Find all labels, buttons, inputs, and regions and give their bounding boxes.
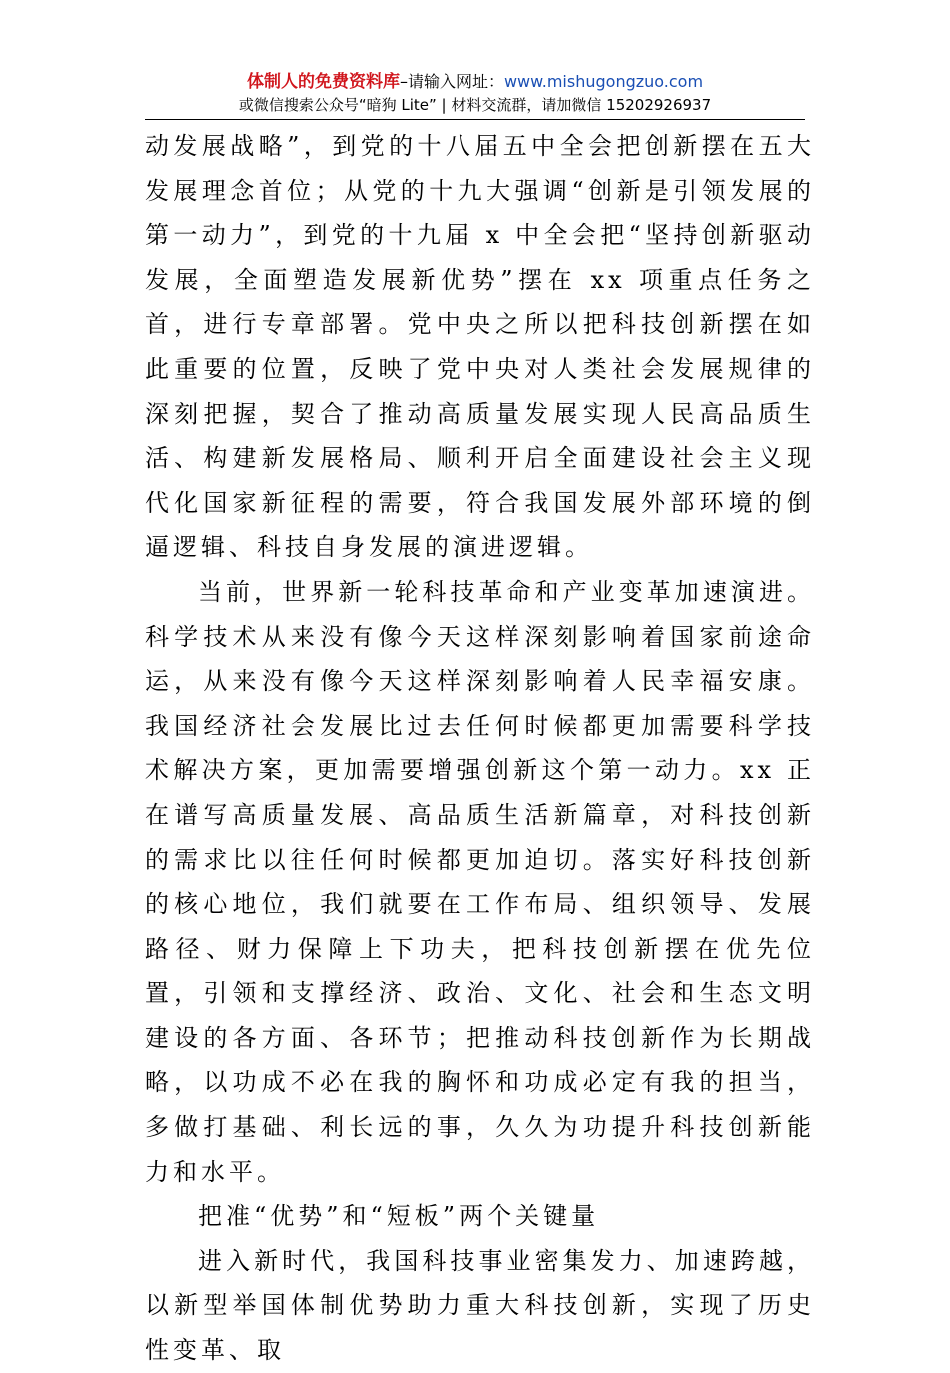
page-header: [145, 70, 805, 116]
paragraph-continued: 动发展战略”，到党的十八届五中全会把创新摆在五大发展理念首位；从党的十九大强调“创新是引领发展的第一动力”，到党的十九届 x 中全会把“坚持创新驱动发展，全面塑造发展新优势”摆在 xx 项重点任务之首，进行专章部署。党中央之所以把科技创新摆在如此重要的位置，反映了党中央对人类社会发展规律的深刻把握，契合了推动高质量发展实现人民高品质生活、构建新发展格局、顺利开启全面建设社会主义现代化国家新征程的需要，符合我国发展外部环境的倒逼逻辑、科技自身发展的演进逻辑。: [145, 132, 815, 562]
document-body: [145, 124, 815, 1373]
header-line-2: 或微信搜索公众号“暗狗 Lite” | 材料交流群，请加微信 15202926937: [238, 96, 712, 114]
header-line-1: [145, 70, 805, 94]
paragraph: 当前，世界新一轮科技革命和产业变革加速演进。科学技术从来没有像今天这样深刻影响着国家前途命运，从来没有像今天这样深刻影响着人民幸福安康。我国经济社会发展比过去任何时候都更加需要科学技术解决方案，更加需要增强创新这个第一动力。xx 正在谱写高质量发展、高品质生活新篇章，对科技创新的需求比以往任何时候都更加迫切。落实好科技创新的核心地位，我们就要在工作布局、组织领导、发展路径、财力保障上下功夫，把科技创新摆在优先位置，引领和支撑经济、政治、文化、社会和生态文明建设的各方面、各环节；把推动科技创新作为长期战略，以功成不必在我的胸怀和功成必定有我的担当，多做打基础、利长远的事，久久为功提升科技创新能力和水平。: [145, 577, 815, 1186]
section-heading: 把准“优势”和“短板”两个关键量: [198, 1202, 600, 1231]
header-url-link[interactable]: www.mishugongzuo.com: [503, 72, 704, 91]
header-brand: 体制人的免费资料库: [246, 72, 400, 92]
header-divider: [145, 119, 805, 120]
paragraph: 进入新时代，我国科技事业密集发力、加速跨越，以新型举国体制优势助力重大科技创新，实现了历史性变革、取: [145, 1246, 815, 1365]
header-prompt: –请输入网址：: [399, 72, 504, 91]
